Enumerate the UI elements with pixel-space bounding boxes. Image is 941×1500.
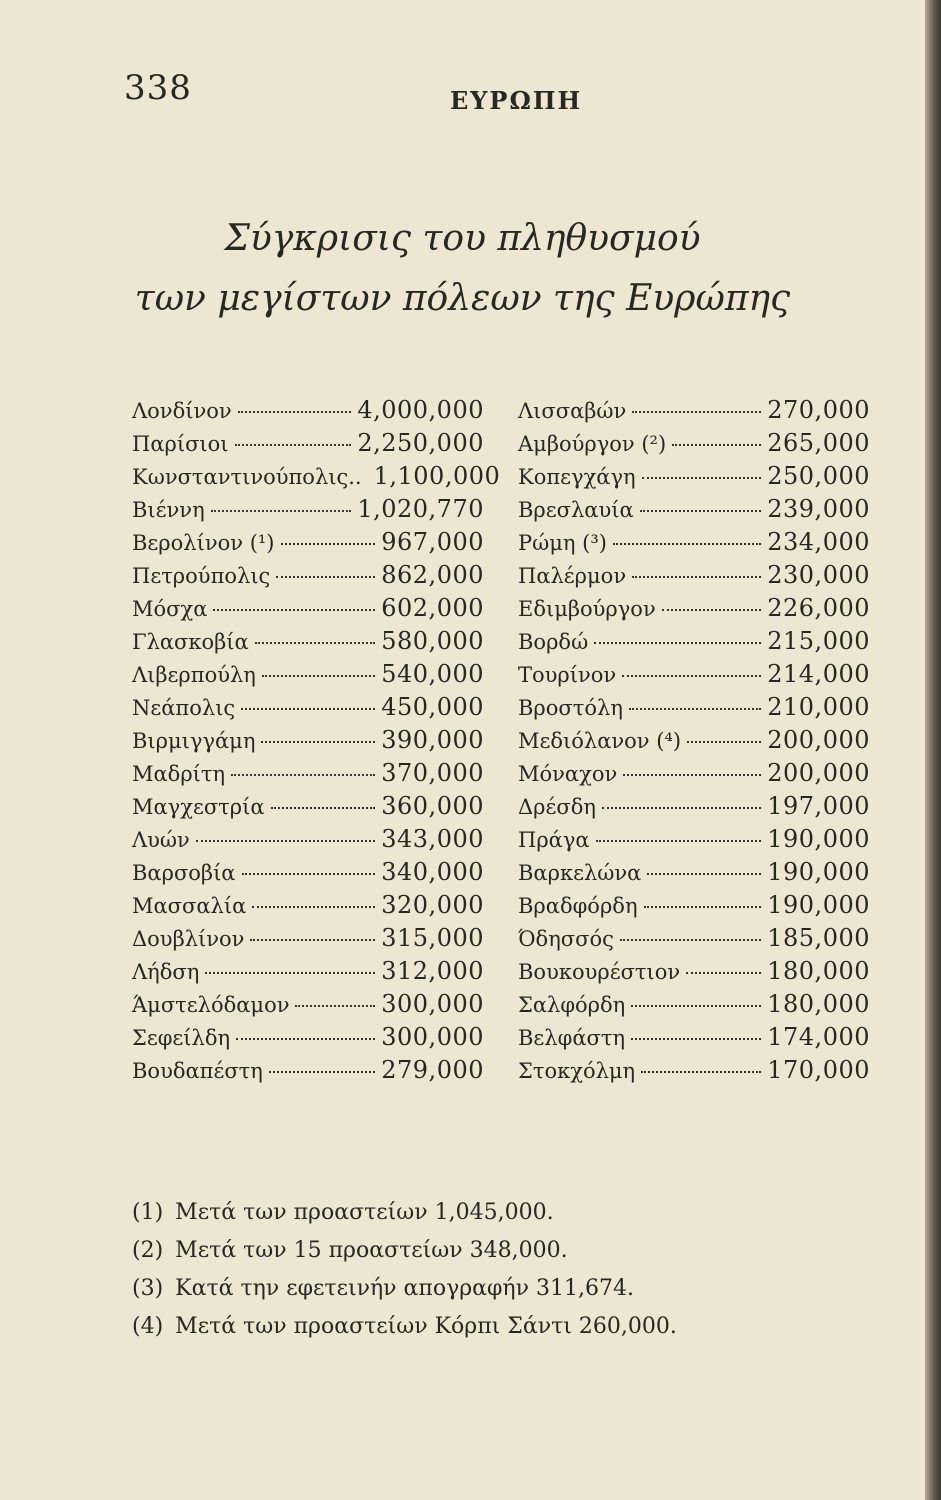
- city-name: Άμστελόδαμον: [132, 993, 290, 1017]
- city-name: Βουκουρέστιον: [518, 960, 681, 984]
- city-name: Βελφάστη: [518, 1026, 626, 1050]
- footnote: [132, 1276, 677, 1314]
- dot-leader: [641, 1071, 761, 1073]
- dot-leader: [235, 444, 352, 446]
- city-row: [132, 1023, 484, 1056]
- dot-leader: [631, 1005, 761, 1007]
- city-row: [518, 1056, 870, 1089]
- dot-leader: [594, 642, 761, 644]
- city-name: Κοπεγχάγη: [518, 465, 636, 489]
- dot-leader: [623, 774, 761, 776]
- population-value: 1,020,770: [357, 495, 484, 523]
- population-value: 197,000: [767, 792, 870, 820]
- city-name: Στοκχόλμη: [518, 1059, 636, 1083]
- city-name: Λονδίνον: [132, 399, 232, 423]
- city-row: [518, 693, 870, 726]
- dot-leader: [620, 939, 761, 941]
- city-name: Πράγα: [518, 828, 590, 852]
- population-value: 200,000: [767, 726, 870, 754]
- dot-leader: [262, 675, 375, 677]
- city-row: [132, 528, 484, 561]
- dot-leader: [238, 411, 352, 413]
- city-row: [518, 396, 870, 429]
- city-row: [518, 792, 870, 825]
- population-value: 360,000: [381, 792, 484, 820]
- city-row: [518, 429, 870, 462]
- city-row: [132, 627, 484, 660]
- population-value: 540,000: [381, 660, 484, 688]
- city-name: Μόσχα: [132, 597, 208, 621]
- city-row: [132, 429, 484, 462]
- left-city-column: [132, 396, 501, 1089]
- dot-leader: [642, 477, 762, 479]
- population-value: 300,000: [381, 1023, 484, 1051]
- city-row: [132, 462, 501, 495]
- dot-leader: [647, 873, 761, 875]
- dot-leader: [236, 1038, 375, 1040]
- city-name: Λιβερπούλη: [132, 663, 256, 687]
- city-row: [518, 528, 870, 561]
- population-value: 279,000: [381, 1056, 484, 1084]
- population-value: 265,000: [767, 429, 870, 457]
- population-value: 602,000: [381, 594, 484, 622]
- city-row: [518, 726, 870, 759]
- population-value: 190,000: [767, 891, 870, 919]
- footnote-text: Μετά των προαστείων Κόρπι Σάντι 260,000.: [175, 1314, 677, 1339]
- city-row: [518, 594, 870, 627]
- population-value: 170,000: [767, 1056, 870, 1084]
- footnote: [132, 1314, 677, 1352]
- dot-leader: [644, 906, 762, 908]
- city-row: [132, 792, 484, 825]
- footnote-mark: (2): [132, 1238, 164, 1263]
- city-name: Βιρμιγγάμη: [132, 729, 256, 753]
- city-name: Λυών: [132, 828, 190, 852]
- city-name: Βροστόλη: [518, 696, 623, 720]
- city-row: [518, 957, 870, 990]
- footnote-mark: (1): [132, 1200, 164, 1225]
- population-value: 315,000: [381, 924, 484, 952]
- population-value: 226,000: [767, 594, 870, 622]
- dot-leader: [629, 708, 761, 710]
- population-value: 230,000: [767, 561, 870, 589]
- city-row: [132, 759, 484, 792]
- population-value: 174,000: [767, 1023, 870, 1051]
- table-title-line-2: των μεγίστων πόλεων της Ευρώπης: [134, 278, 791, 319]
- city-row: [132, 561, 484, 594]
- dot-leader: [631, 1038, 761, 1040]
- population-value: 190,000: [767, 858, 870, 886]
- population-value: 210,000: [767, 693, 870, 721]
- dot-leader: [269, 1071, 375, 1073]
- population-value: 234,000: [767, 528, 870, 556]
- dot-leader: [276, 576, 375, 578]
- city-name: Βαρσοβία: [132, 861, 236, 885]
- city-name: Όδησσός: [518, 927, 614, 951]
- dot-leader: [271, 807, 376, 809]
- dot-leader: [295, 1005, 375, 1007]
- city-name: Βουδαπέστη: [132, 1059, 263, 1083]
- city-name: Μαδρίτη: [132, 762, 226, 786]
- dot-leader: [632, 576, 761, 578]
- population-value: 250,000: [767, 462, 870, 490]
- population-value: 320,000: [381, 891, 484, 919]
- page-number: 338: [124, 68, 192, 108]
- dot-leader: [261, 741, 375, 743]
- footnote-text: Μετά των 15 προαστείων 348,000.: [175, 1238, 568, 1263]
- dot-leader: [672, 444, 761, 446]
- city-row: [132, 594, 484, 627]
- population-value: 180,000: [767, 957, 870, 985]
- dot-leader: [241, 708, 375, 710]
- population-value: 185,000: [767, 924, 870, 952]
- city-row: [132, 660, 484, 693]
- footnote-text: Κατά την εφετεινήν απογραφήν 311,674.: [175, 1276, 634, 1301]
- population-value: 4,000,000: [357, 396, 484, 424]
- dot-leader: [686, 972, 761, 974]
- dot-leader: [596, 840, 762, 842]
- city-row: [518, 924, 870, 957]
- population-value: 190,000: [767, 825, 870, 853]
- dot-leader: [250, 939, 375, 941]
- city-row: [132, 396, 484, 429]
- city-name: Βιέννη: [132, 498, 205, 522]
- dot-leader: [255, 642, 376, 644]
- city-name: Αμβούργον (²): [518, 432, 667, 456]
- dot-leader: [281, 543, 376, 545]
- population-value: 862,000: [381, 561, 484, 589]
- city-name: Σαλφόρδη: [518, 993, 626, 1017]
- population-value: 390,000: [381, 726, 484, 754]
- city-name: Παλέρμον: [518, 564, 627, 588]
- dot-leader: [205, 972, 375, 974]
- city-row: [132, 924, 484, 957]
- city-row: [518, 990, 870, 1023]
- population-value: 343,000: [381, 825, 484, 853]
- footnote: [132, 1238, 677, 1276]
- population-value: 300,000: [381, 990, 484, 1018]
- dot-leader: [687, 741, 761, 743]
- footnotes: [132, 1200, 677, 1352]
- city-row: [518, 858, 870, 891]
- city-name: Βερολίνον (¹): [132, 531, 275, 555]
- dot-leader: [196, 840, 375, 842]
- dot-leader: [231, 774, 375, 776]
- city-name: Βρεσλαυία: [518, 498, 634, 522]
- footnote-mark: (4): [132, 1314, 164, 1339]
- city-row: [518, 627, 870, 660]
- city-row: [518, 891, 870, 924]
- city-name: Ρώμη (³): [518, 531, 607, 555]
- city-row: [132, 990, 484, 1023]
- city-row: [518, 561, 870, 594]
- page-edge: [925, 0, 941, 1500]
- city-row: [518, 1023, 870, 1056]
- dot-leader: [602, 807, 761, 809]
- footnote: [132, 1200, 677, 1238]
- population-value: 200,000: [767, 759, 870, 787]
- city-name: Βαρκελώνα: [518, 861, 642, 885]
- city-name: Λήδση: [132, 960, 200, 984]
- city-row: [132, 858, 484, 891]
- city-name: Βορδώ: [518, 630, 589, 654]
- city-name: Κωνσταντινούπολις..: [132, 465, 362, 489]
- city-row: [518, 825, 870, 858]
- population-value: 967,000: [381, 528, 484, 556]
- population-value: 312,000: [381, 957, 484, 985]
- city-name: Λισσαβών: [518, 399, 627, 423]
- city-name: Εδιμβούργον: [518, 597, 656, 621]
- city-name: Μασσαλία: [132, 894, 247, 918]
- population-value: 2,250,000: [357, 429, 484, 457]
- population-value: 180,000: [767, 990, 870, 1018]
- population-value: 270,000: [767, 396, 870, 424]
- dot-leader: [632, 411, 761, 413]
- city-row: [518, 759, 870, 792]
- population-value: 239,000: [767, 495, 870, 523]
- city-name: Δρέσδη: [518, 795, 596, 819]
- city-row: [132, 1056, 484, 1089]
- city-name: Τουρίνον: [518, 663, 617, 687]
- dot-leader: [640, 510, 762, 512]
- population-value: 580,000: [381, 627, 484, 655]
- running-title: ΕΥΡΩΠΗ: [450, 86, 583, 115]
- city-row: [132, 726, 484, 759]
- city-name: Μαγχεστρία: [132, 795, 265, 819]
- population-value: 370,000: [381, 759, 484, 787]
- city-name: Νεάπολις: [132, 696, 236, 720]
- dot-leader: [213, 609, 375, 611]
- dot-leader: [211, 510, 352, 512]
- city-name: Μεδιόλανον (⁴): [518, 729, 682, 753]
- city-row: [132, 957, 484, 990]
- population-value: 1,100,000: [373, 462, 501, 490]
- dot-leader: [242, 873, 376, 875]
- table-title-line-1: Σύγκρισις του πληθυσμού: [224, 218, 701, 259]
- city-row: [132, 495, 484, 528]
- population-value: 214,000: [767, 660, 870, 688]
- dot-leader: [613, 543, 761, 545]
- city-row: [518, 495, 870, 528]
- population-value: 450,000: [381, 693, 484, 721]
- city-name: Πετρούπολις: [132, 564, 271, 588]
- city-row: [132, 825, 484, 858]
- city-name: Σεφείλδη: [132, 1026, 231, 1050]
- city-name: Βραδφόρδη: [518, 894, 638, 918]
- population-value: 215,000: [767, 627, 870, 655]
- dot-leader: [662, 609, 762, 611]
- city-name: Μόναχον: [518, 762, 618, 786]
- city-name: Γλασκοβία: [132, 630, 249, 654]
- footnote-mark: (3): [132, 1276, 164, 1301]
- right-city-column: [518, 396, 870, 1089]
- city-row: [132, 693, 484, 726]
- city-row: [518, 462, 870, 495]
- city-name: Παρίσιοι: [132, 432, 229, 456]
- city-name: Δουβλίνον: [132, 927, 245, 951]
- footnote-text: Μετά των προαστείων 1,045,000.: [175, 1200, 554, 1225]
- population-value: 340,000: [381, 858, 484, 886]
- dot-leader: [252, 906, 375, 908]
- city-row: [132, 891, 484, 924]
- dot-leader: [622, 675, 761, 677]
- city-row: [518, 660, 870, 693]
